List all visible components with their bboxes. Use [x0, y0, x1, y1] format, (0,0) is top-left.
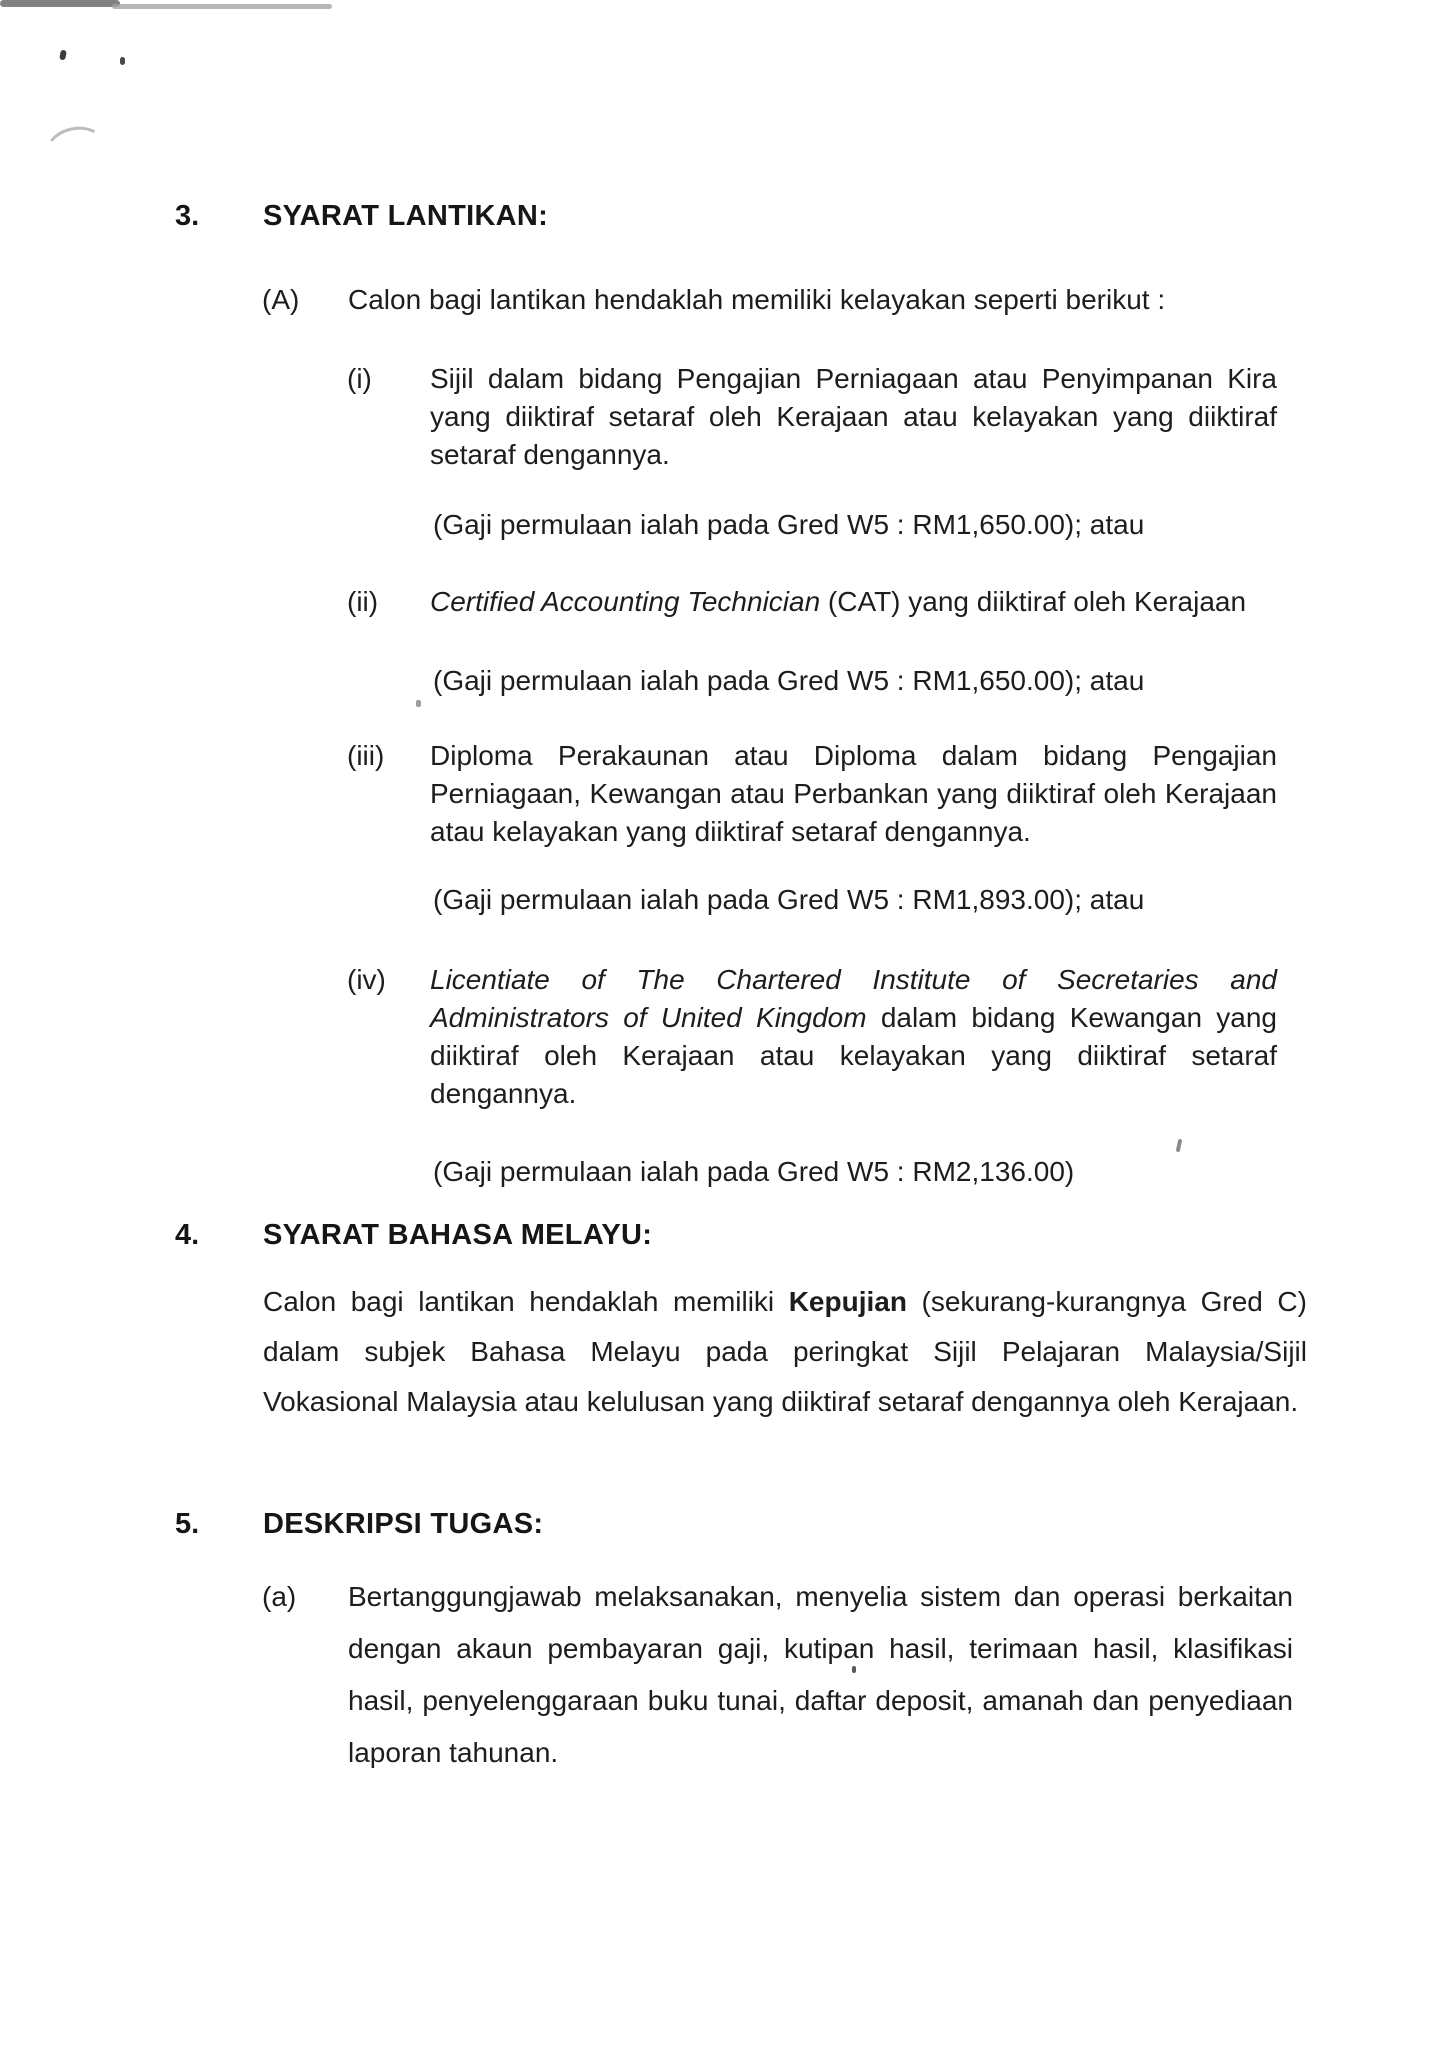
- section-3-number: 3.: [175, 200, 200, 232]
- item-i-regular: Sijil dalam bidang Pengajian Perniagaan atau Penyimpanan Kira yang diiktiraf setaraf oleh Kerajaan atau kelayakan yang diiktiraf setaraf dengannya.: [430, 363, 1277, 470]
- item-ii-regular: (CAT) yang diiktiraf oleh Kerajaan: [820, 586, 1247, 617]
- item-ii-text: [430, 583, 1277, 621]
- scan-artifact-line: [0, 0, 120, 7]
- paragraph-text: Calon bagi lantikan hendaklah memiliki: [263, 1286, 789, 1317]
- item-ii-salary: (Gaji permulaan ialah pada Gred W5 : RM1,650.00); atau: [433, 665, 1145, 696]
- scan-artifact-mark: [1176, 1139, 1183, 1153]
- scan-artifact-dot: [120, 57, 125, 65]
- section-4-number: 4.: [175, 1219, 200, 1251]
- item-a-text: Bertanggungjawab melaksanakan, menyelia sistem dan operasi berkaitan dengan akaun pembayaran gaji, kutipan hasil, terimaan hasil, klasifikasi hasil, penyelenggaraan buku tunai, daftar deposit, amanah dan penyediaan laporan tahunan.: [348, 1581, 1293, 1768]
- scan-artifact-mark: [416, 700, 421, 707]
- section-4-title: SYARAT BAHASA MELAYU:: [263, 1219, 653, 1251]
- item-iii-salary: (Gaji permulaan ialah pada Gred W5 : RM1,893.00); atau: [433, 884, 1145, 915]
- item-i-salary: (Gaji permulaan ialah pada Gred W5 : RM1,650.00); atau: [433, 509, 1145, 540]
- item-iii-label: (iii): [347, 740, 385, 771]
- item-iv-regular: dalam bidang Kewangan yang diiktiraf oleh Kerajaan atau kelayakan yang diiktiraf setaraf dengannya.: [430, 1002, 1278, 1109]
- item-A-text: Calon bagi lantikan hendaklah memiliki kelayakan seperti berikut :: [348, 284, 1166, 315]
- scan-artifact-arc: [41, 121, 112, 181]
- paragraph-text: (sekurang-kurangnya Gred C) dalam subjek Bahasa Melayu pada peringkat Sijil Pelajaran Malaysia/Sijil Vokasional Malaysia atau kelulusan yang diiktiraf setaraf dengannya oleh Kerajaan.: [263, 1286, 1307, 1417]
- item-a-label: (a): [262, 1581, 297, 1612]
- scan-artifact-line: [112, 4, 332, 9]
- item-i-text: [430, 360, 1277, 474]
- item-ii-label: (ii): [347, 586, 379, 617]
- item-iv-label: (iv): [347, 964, 386, 995]
- section-3-title: SYARAT LANTIKAN:: [263, 200, 549, 232]
- item-iii-regular: Diploma Perakaunan atau Diploma dalam bidang Pengajian Perniagaan, Kewangan atau Perbankan yang diiktiraf oleh Kerajaan atau kelayakan yang diiktiraf setaraf dengannya.: [430, 740, 1277, 847]
- item-iv-text: [430, 961, 1277, 1113]
- item-iv-italic: Licentiate of The Chartered Institute of Secretaries and Administrators of United Kingdom: [430, 964, 1277, 1033]
- paragraph-bold-word: Kepujian: [788, 1286, 907, 1317]
- section-5-title: DESKRIPSI TUGAS:: [263, 1508, 544, 1540]
- section-4-heading: [0, 1217, 1448, 1253]
- item-iii-text: [430, 737, 1277, 851]
- item-A-label: (A): [262, 284, 300, 315]
- item-i-label: (i): [347, 363, 372, 394]
- section-3-heading: [0, 198, 1448, 234]
- section-5-number: 5.: [175, 1508, 200, 1540]
- item-iv-salary: (Gaji permulaan ialah pada Gred W5 : RM2,136.00): [433, 1156, 1075, 1187]
- item-ii-italic: Certified Accounting Technician: [430, 586, 821, 617]
- section-5-heading: [0, 1506, 1448, 1542]
- section-4-paragraph: [263, 1277, 1307, 1427]
- scan-artifact-dot: [59, 50, 67, 61]
